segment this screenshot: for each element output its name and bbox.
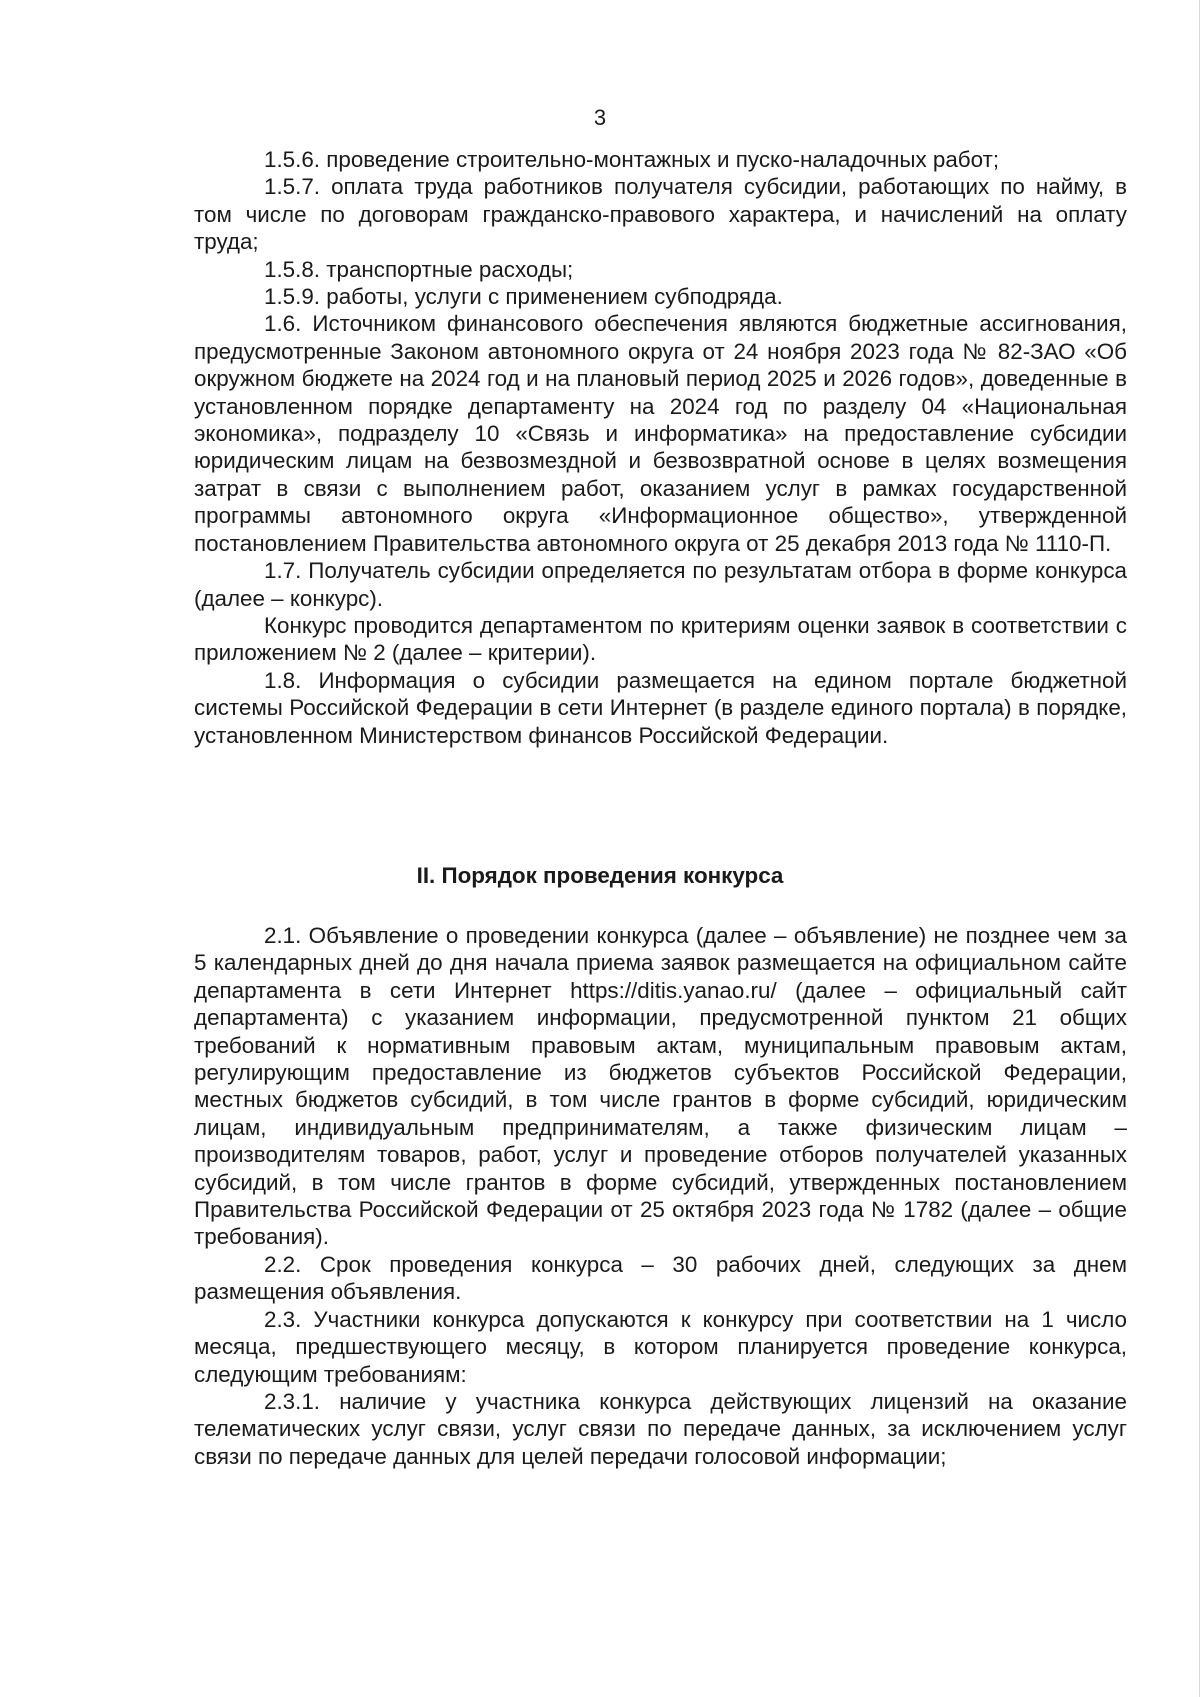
paragraph-1-5-7: 1.5.7. оплата труда работников получателя субсидии, работающих по найму, в том числе по договорам гражданско-правового характера, и начислений на оплату труда; (194, 174, 1127, 255)
paragraph-1-7-contest: Конкурс проводится департаментом по критериям оценки заявок в соответствии с приложением № 2 (далее – критерии). (194, 612, 1127, 666)
section-one-text (194, 146, 1127, 749)
page-number: 3 (593, 105, 607, 130)
paragraph-2-1: 2.1. Объявление о проведении конкурса (далее – объявление) не позднее чем за 5 календарных дней до дня начала приема заявок размещается на официальном сайте департамента в сети Интернет https://ditis.yanao.ru/ (далее – официальный сайт департамента) с указанием информации, предусмотренной пунктом 21 общих требований к нормативным правовым актам, муниципальным правовым актам, регулирующим предоставление из бюджетов субъектов Российской Федерации, местных бюджетов субсидий, в том числе грантов в форме субсидий, юридическим лицам, индивидуальным предпринимателям, а также физическим лицам – производителям товаров, работ, услуг и проведение отборов получателей указанных субсидий, в том числе грантов в форме субсидий, утвержденных постановлением Правительства Российской Федерации от 25 октября 2023 года № 1782 (далее – общие требования). (194, 923, 1127, 1250)
section-two-heading: II. Порядок проведения конкурса (416, 863, 784, 888)
paragraph-1-5-9: 1.5.9. работы, услуги с применением субподряда. (264, 284, 783, 310)
paragraph-1-5-8: 1.5.8. транспортные расходы; (264, 256, 574, 282)
paragraph-1-5-6: 1.5.6. проведение строительно-монтажных и пуско-наладочных работ; (264, 147, 1000, 172)
paragraph-2-2: 2.2. Срок проведения конкурса – 30 рабочих дней, следующих за днем размещения объявления. (194, 1251, 1127, 1305)
paragraph-1-7: 1.7. Получатель субсидии определяется по результатам отбора в форме конкурса (далее – конкурс). (194, 558, 1127, 611)
paragraph-2-3: 2.3. Участники конкурса допускаются к конкурсу при соответствии на 1 число месяца, предшествующего месяцу, в котором планируется проведение конкурса, следующим требованиям: (194, 1306, 1127, 1387)
paragraph-1-8: 1.8. Информация о субсидии размещается на едином портале бюджетной системы Российской Федерации в сети Интернет (в разделе единого портала) в порядке, установленном Министерством финансов Российской Федерации. (194, 667, 1127, 748)
paragraph-2-3-1: 2.3.1. наличие у участника конкурса действующих лицензий на оказание телематических услуг связи, услуг связи по передаче данных, за исключением услуг связи по передаче данных для целей передачи голосовой информации; (194, 1388, 1127, 1469)
paragraph-1-6: 1.6. Источником финансового обеспечения являются бюджетные ассигнования, предусмотренные Законом автономного округа от 24 ноября 2023 года № 82-ЗАО «Об окружном бюджете на 2024 год и на плановый период 2025 и 2026 годов», доведенные в установленном порядке департаменту на 2024 год по разделу 04 «Национальная экономика», подразделу 10 «Связь и информатика» на предоставление субсидии юридическим лицам на безвозмездной и безвозвратной основе в целях возмещения затрат в связи с выполнением работ, оказанием услуг в рамках государственной программы автономного округа «Информационное общество», утвержденной постановлением Правительства автономного округа от 25 декабря 2013 года № 1110-П. (194, 311, 1127, 556)
section-two-text (194, 922, 1127, 1470)
